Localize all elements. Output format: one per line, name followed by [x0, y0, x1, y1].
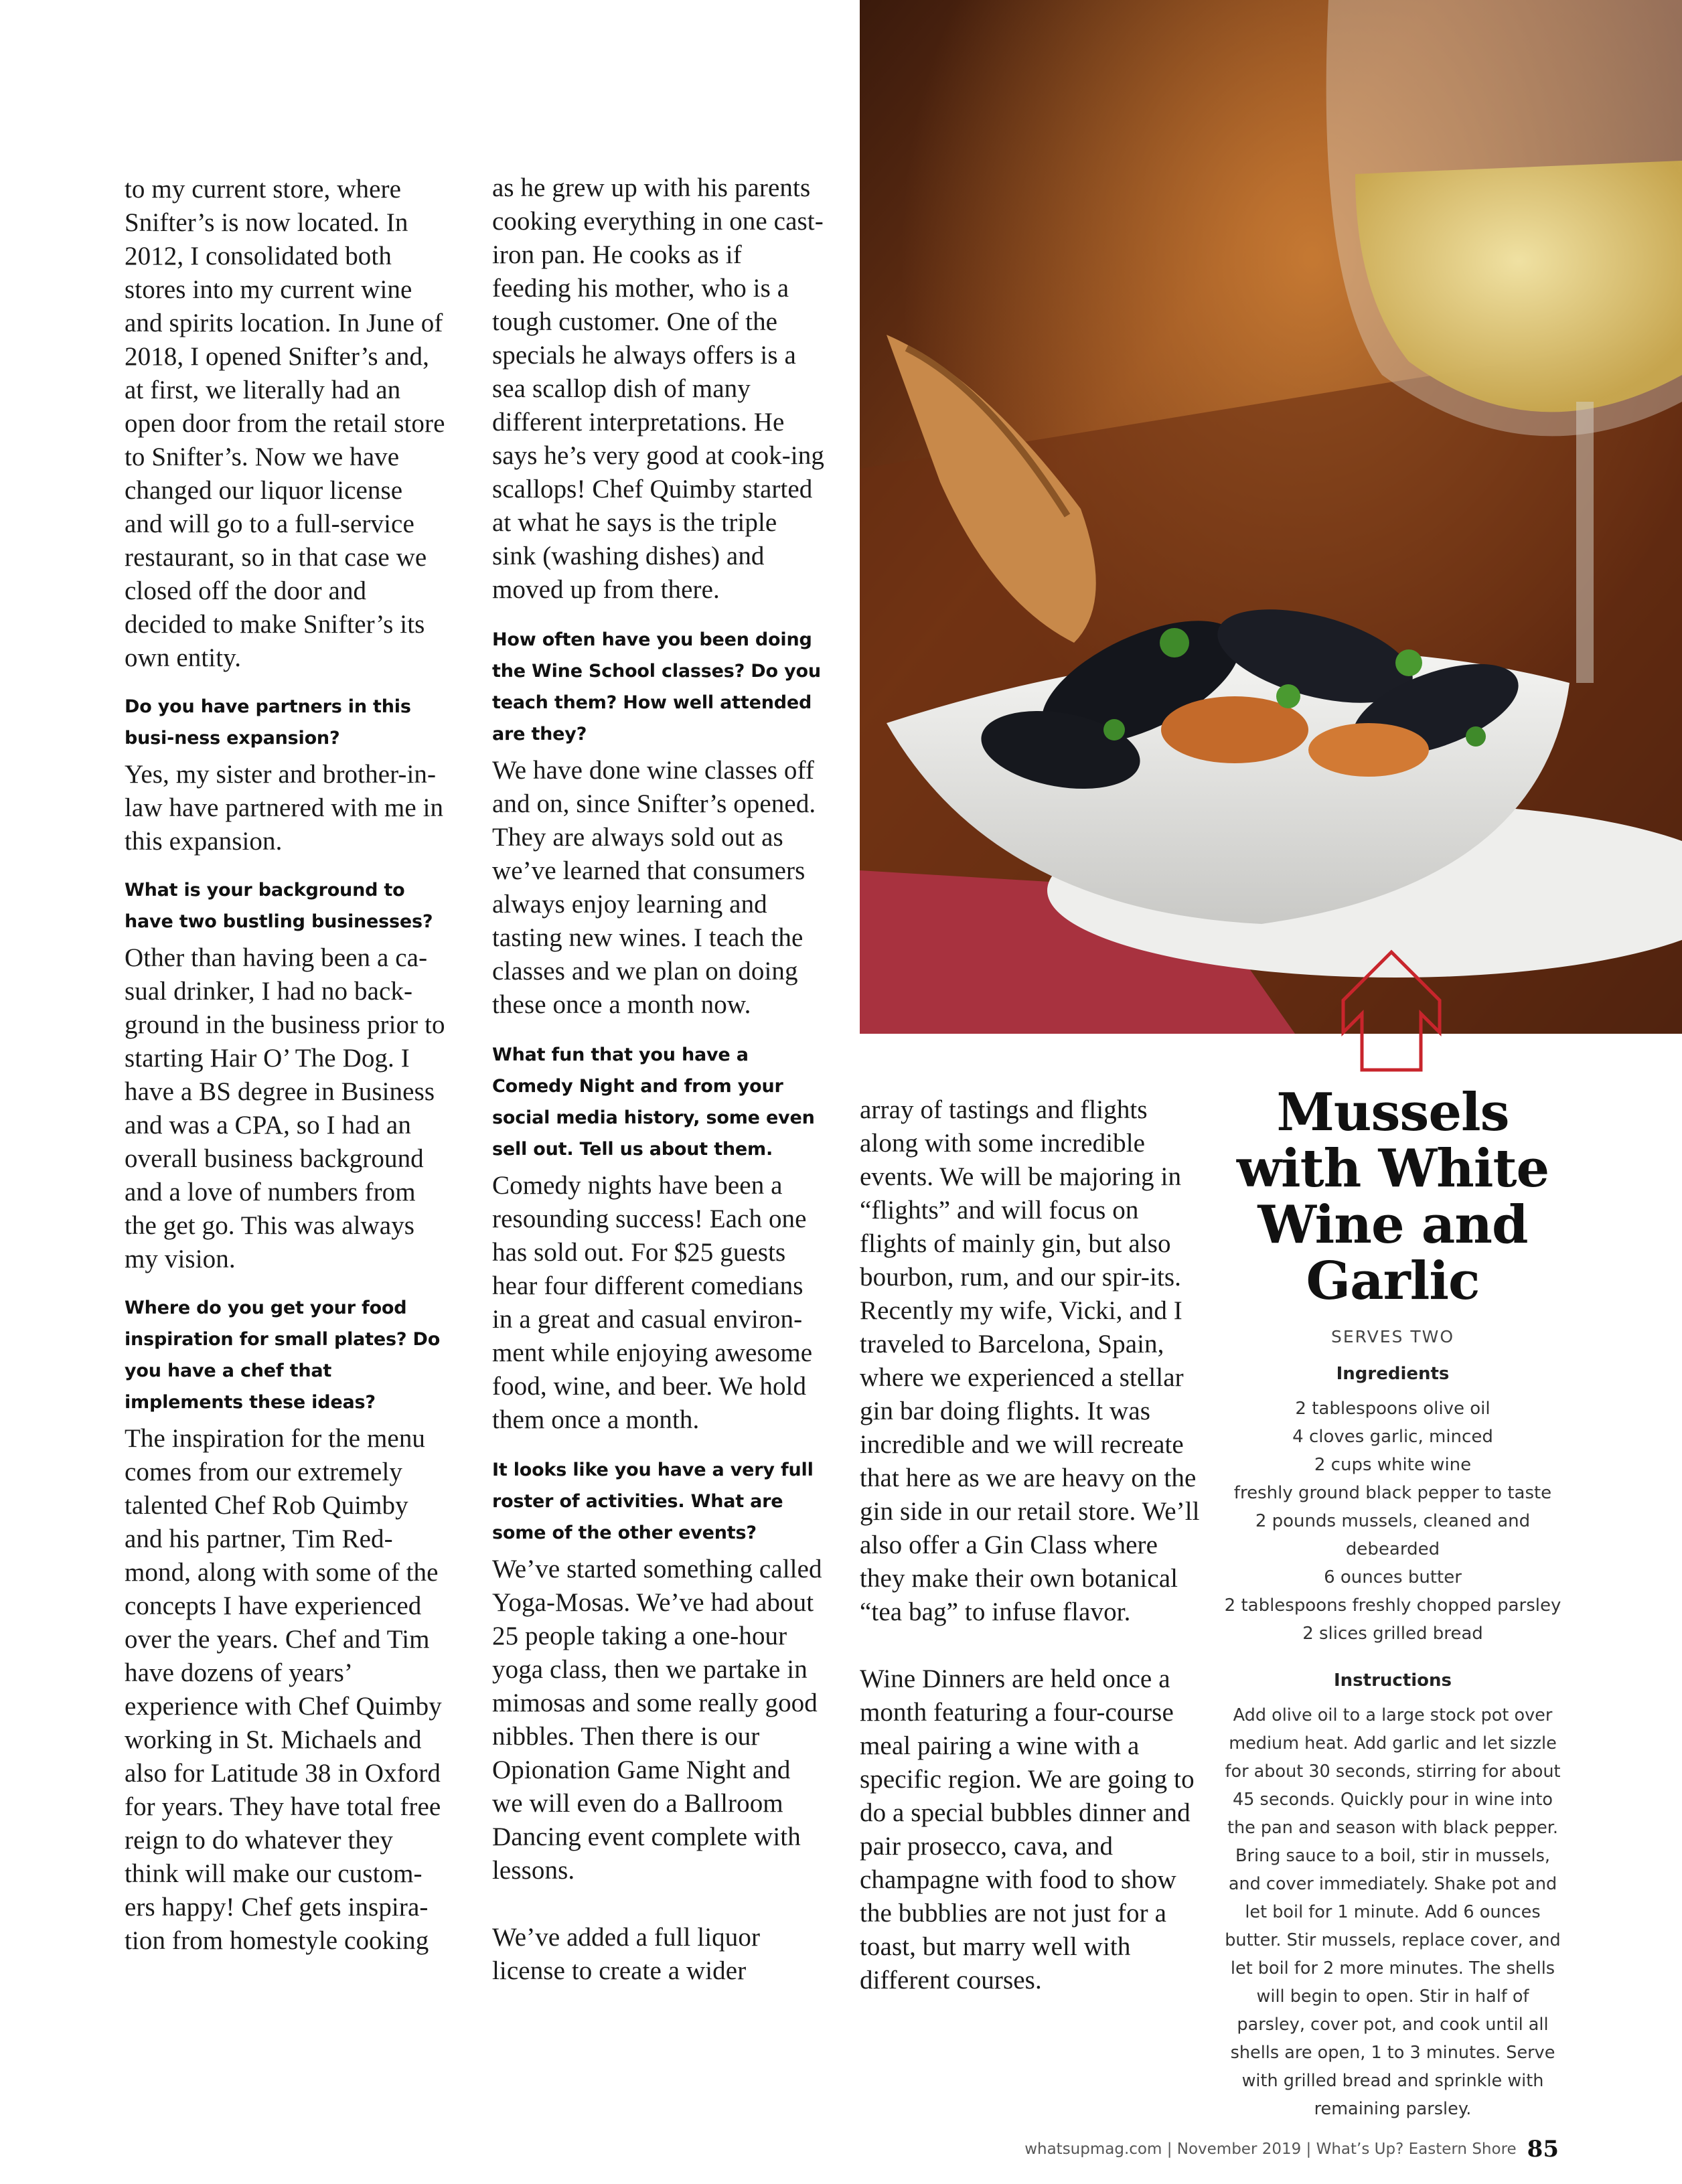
- ingredient-item: 2 slices grilled bread: [1302, 1624, 1483, 1644]
- up-arrow-icon: [1338, 949, 1445, 1073]
- body-paragraph: Other than having been a ca-sual drinker, I had no back-ground in the business prior to starting Hair O’ The Dog. I have a BS degree in Business and was a CPA, so I had an overall business background and a love of numbers from the get go. This was always my vision.: [125, 943, 445, 1273]
- ingredient-item: 2 tablespoons freshly chopped parsley: [1224, 1595, 1561, 1616]
- ingredients-list: [1219, 1395, 1567, 1648]
- recipe-box: [1219, 1082, 1567, 2123]
- ingredient-item: 2 pounds mussels, cleaned and: [1255, 1511, 1531, 1531]
- article-column-3: [860, 1093, 1208, 1997]
- interview-question: Where do you get your food inspiration for small plates? Do you have a chef that implements these ideas?: [125, 1298, 441, 1413]
- ingredient-item: debearded: [1345, 1539, 1440, 1559]
- ingredient-item: 6 ounces butter: [1324, 1567, 1462, 1587]
- interview-question: It looks like you have a very full roster of activities. What are some of the other events?: [492, 1460, 814, 1543]
- article-column-2: [492, 171, 827, 1988]
- interview-question: Do you have partners in this busi-ness expansion?: [125, 696, 411, 749]
- body-paragraph: Wine Dinners are held once a month featuring a four-course meal pairing a wine with a specific region. We are going to do a special bubbles dinner and pair prosecco, cava, and champagne with food to show the bubblies are not just for a toast, but marry well with different courses.: [860, 1664, 1195, 1995]
- body-paragraph: We’ve started something called Yoga-Mosas. We’ve had about 25 people taking a one-hour yoga class, then we partake in mimosas and some really good nibbles. Then there is our Opionation Game Night and we will even do a Ballroom Dancing event complete with lessons.: [492, 1555, 822, 1885]
- ingredient-item: 2 cups white wine: [1314, 1455, 1472, 1475]
- page-footer: [1004, 2136, 1559, 2163]
- ingredient-item: 2 tablespoons olive oil: [1295, 1399, 1490, 1419]
- interview-question: What is your background to have two bustling businesses?: [125, 880, 433, 932]
- recipe-title: Mussels with White Wine and Garlic: [1236, 1082, 1549, 1312]
- body-paragraph: array of tastings and flights along with some incredible events. We will be majoring in “flights” and will focus on flights of mainly gin, but also bourbon, rum, and our spir-its. Recently my wife, Vicki, and I traveled to Barcelona, Spain, where we experienced a stellar gin bar doing flights. It was incredible and we will recreate that here as we are heavy on the gin side in our retail store. We’ll also offer a Gin Class where they make their own botanical “tea bag” to infuse flavor.: [860, 1095, 1200, 1626]
- instructions-heading: Instructions: [1333, 1670, 1452, 1691]
- body-paragraph: The inspiration for the menu comes from our extremely talented Chef Rob Quimby and his partner, Tim Red-mond, along with some of the concepts I have experienced over the years. Chef and Tim have dozens of years’ experience with Chef Quimby working in St. Michaels and also for Latitude 38 in Oxford for years. They have total free reign to do whatever they think will make our custom-ers happy! Chef gets inspira-tion from homestyle cooking: [125, 1424, 442, 1955]
- recipe-serves: SERVES TWO: [1330, 1327, 1455, 1346]
- body-paragraph: Comedy nights have been a resounding success! Each one has sold out. For $25 guests hear four different comedians in a great and casual environ-ment while enjoying awesome food, wine, and beer. We hold them once a month.: [492, 1171, 813, 1434]
- instructions-text: Add olive oil to a large stock pot over medium heat. Add garlic and let sizzle for about 30 seconds, stirring for about 45 seconds. Quickly pour in wine into the pan and season with black pepper. Bring sauce to a boil, stir in mussels, and cover immediately. Shake pot and let boil for 1 minute. Add 6 ounces butter. Stir mussels, replace cover, and let boil for 2 more minutes. The shells will begin to open. Stir in half of parsley, cover pot, and cook until all shells are open, 1 to 3 minutes. Serve with grilled bread and sprinkle with remaining parsley.: [1225, 1705, 1561, 2119]
- mussels-photo: [860, 0, 1682, 1034]
- page-number: 85: [1527, 2136, 1559, 2163]
- interview-question: What fun that you have a Comedy Night and from your social media history, some even sell out. Tell us about them.: [492, 1044, 815, 1160]
- body-paragraph: to my current store, where Snifter’s is now located. In 2012, I consolidated both stores into my current wine and spirits location. In June of 2018, I opened Snifter’s and, at first, we literally had an open door from the retail store to Snifter’s. Now we have changed our liquor license and will go to a full-service restaurant, so in that case we closed off the door and decided to make Snifter’s its own entity.: [125, 175, 445, 672]
- footer-credit: whatsupmag.com | November 2019 | What’s Up? Eastern Shore: [1024, 2140, 1517, 2158]
- interview-question: How often have you been doing the Wine School classes? Do you teach them? How well attended are they?: [492, 629, 821, 745]
- body-paragraph: We’ve added a full liquor license to create a wider: [492, 1923, 761, 1985]
- ingredient-item: freshly ground black pepper to taste: [1233, 1483, 1552, 1503]
- body-paragraph: as he grew up with his parents cooking everything in one cast-iron pan. He cooks as if feeding his mother, who is a tough customer. One of the specials he always offers is a sea scallop dish of many different interpretations. He says he’s very good at cook-ing scallops! Chef Quimby started at what he says is the triple sink (washing dishes) and moved up from there.: [492, 173, 824, 604]
- body-paragraph: Yes, my sister and brother-in-law have partnered with me in this expansion.: [125, 760, 444, 856]
- body-paragraph: We have done wine classes off and on, since Snifter’s opened. They are always sold out as we’ve learned that consumers always enjoy learning and tasting new wines. I teach the classes and we plan on doing these once a month now.: [492, 756, 816, 1019]
- article-column-1: [125, 173, 446, 1958]
- ingredients-heading: Ingredients: [1336, 1364, 1450, 1384]
- ingredient-item: 4 cloves garlic, minced: [1292, 1427, 1493, 1447]
